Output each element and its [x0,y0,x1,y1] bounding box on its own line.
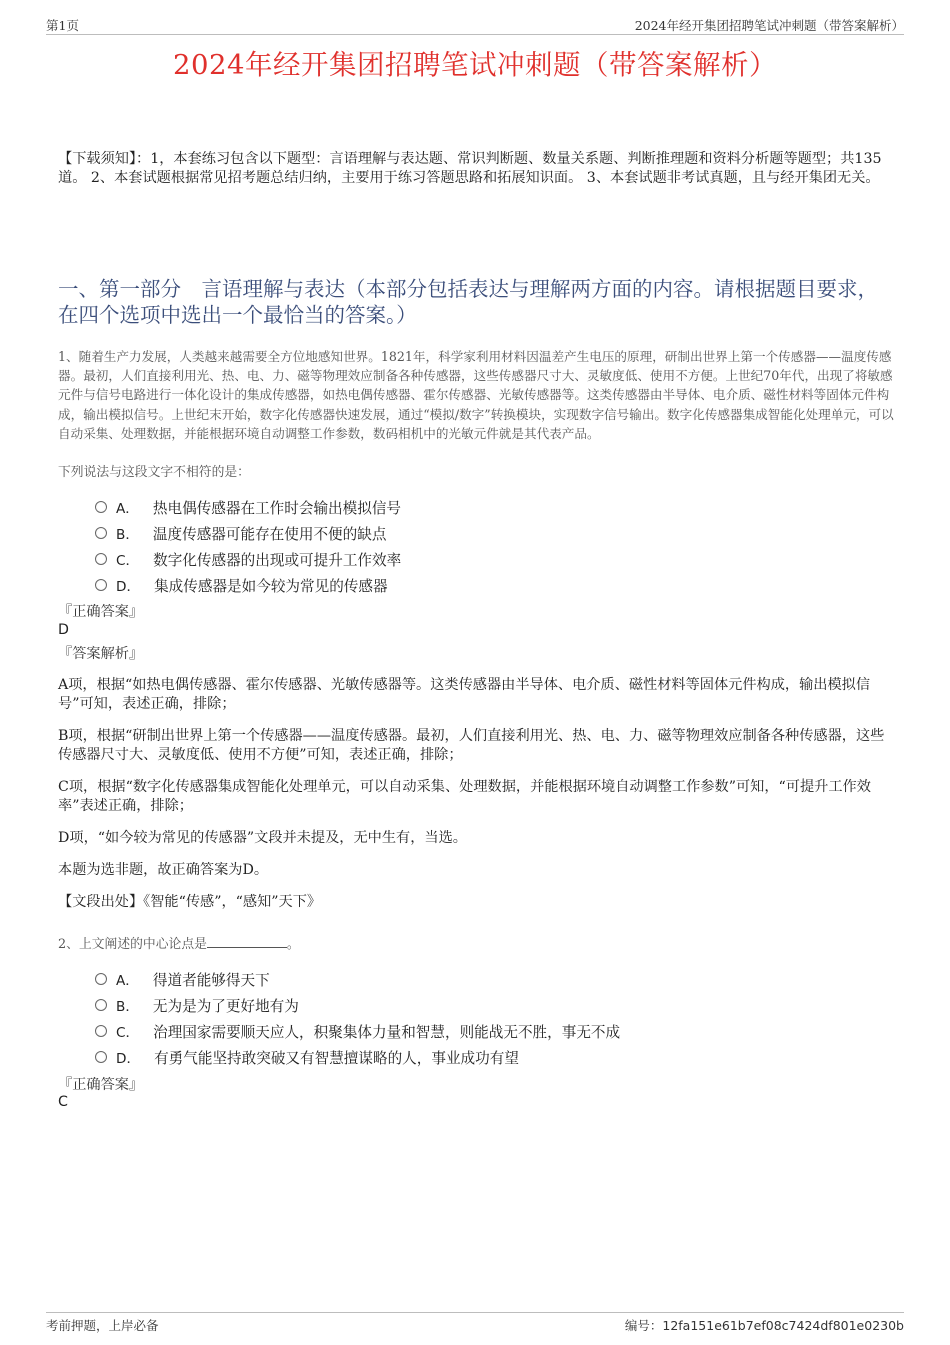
page-header [46,14,904,35]
footer-slogan: 考前押题，上岸必备 [46,1318,159,1333]
question-2-options [95,966,895,1070]
question-2-option-c[interactable]: C． 治理国家需要顺天应人，积聚集体力量和智慧，则能战无不胜，事无不成 [95,1018,895,1044]
question-1-option-a[interactable]: A． 热电偶传感器在工作时会输出模拟信号 [95,494,895,520]
question-2-option-a[interactable]: A． 得道者能够得天下 [95,966,895,992]
footer-code: 编号：12fa151e61b7ef08c7424df801e0230b [624,1318,904,1333]
radio-button[interactable] [95,999,107,1011]
question-1-analysis-label: 『答案解析』 [58,646,144,662]
radio-button[interactable] [95,973,107,985]
question-1-prompt: 下列说法与这段文字不相符的是： [58,465,250,480]
section-title: 一、第一部分 言语理解与表达（本部分包括表达与理解两方面的内容。请根据题目要求，在四个选项中选出一个最恰当的答案。） [58,277,878,327]
analysis-paragraph: D项，“如今较为常见的传感器”文段并未提及，无中生有，当选。 [58,830,467,846]
download-notice: 【下载须知】：1，本套练习包含以下题型：言语理解与表达题、常识判断题、数量关系题、判断推理题和资料分析题等题型；共135道。 2、本套试题根据常见招考题总结归纳，主要用于练习答题思路和拓展知识面。 3、本套试题非考试真题，且与经开集团无关。 [58,151,882,186]
question-2-prompt: 2、上文阐述的中心论点是 。 [58,937,300,952]
question-2-option-d[interactable]: D． 有勇气能坚持敢突破又有智慧擅谋略的人，事业成功有望 [95,1044,895,1070]
radio-button[interactable] [95,579,107,591]
question-1-option-c[interactable]: C． 数字化传感器的出现或可提升工作效率 [95,546,895,572]
question-1-options [95,494,895,598]
question-1-answer: D [58,622,69,638]
question-1-answer-label: 『正确答案』 [58,604,144,620]
radio-button[interactable] [95,501,107,513]
answer-blank [207,935,287,948]
question-2-answer: C [58,1094,68,1110]
page-number-label: 第1页 [46,18,79,33]
radio-button[interactable] [95,1025,107,1037]
question-1-option-b[interactable]: B． 温度传感器可能存在使用不便的缺点 [95,520,895,546]
question-2-option-b[interactable]: B． 无为是为了更好地有为 [95,992,895,1018]
radio-button[interactable] [95,553,107,565]
document-title: 2024年经开集团招聘笔试冲刺题（带答案解析） [173,49,777,81]
analysis-paragraph: 本题为选非题，故正确答案为D。 [58,862,269,878]
radio-button[interactable] [95,527,107,539]
analysis-paragraph: C项，根据“数字化传感器集成智能化处理单元，可以自动采集、处理数据，并能根据环境自动调整工作参数”可知，“可提升工作效率”表述正确，排除； [58,779,871,814]
passage-source: 【文段出处】《智能“传感”，“感知”天下》 [58,894,322,910]
analysis-paragraph: B项，根据“研制出世界上第一个传感器——温度传感器。最初，人们直接利用光、热、电、力、磁等物理效应制备各种传感器，这些传感器尺寸大、灵敏度低、使用不方便”可知，表述正确，排除； [58,728,885,763]
page-footer [46,1312,904,1337]
analysis-paragraph: A项，根据“如热电偶传感器、霍尔传感器、光敏传感器等。这类传感器由半导体、电介质、磁性材料等固体元件构成，输出模拟信号”可知，表述正确，排除； [58,677,871,712]
radio-button[interactable] [95,1051,107,1063]
question-2-answer-label: 『正确答案』 [58,1077,144,1093]
question-1-passage: 1、随着生产力发展，人类越来越需要全方位地感知世界。1821年，科学家利用材料因温差产生电压的原理，研制出世界上第一个传感器——温度传感器。最初，人们直接利用光、热、电、力、磁等物理效应制备各种传感器，这些传感器尺寸大、灵敏度低、使用不方便。上世纪70年代，出现了将敏感元件与信号电路进行一体化设计的集成传感器，如热电偶传感器、霍尔传感器、光敏传感器等。这类传感器由半导体、电介质、磁性材料等固体元件构成，输出模拟信号。上世纪末开始，数字化传感器快速发展，通过“模拟/数字”转换模块，实现数字信号输出。数字化传感器集成智能化处理单元，可以自动采集、处理数据，并能根据环境自动调整工作参数，数码相机中的光敏元件就是其代表产品。 [58,349,894,441]
question-1-option-d[interactable]: D． 集成传感器是如今较为常见的传感器 [95,572,895,598]
header-doc-title: 2024年经开集团招聘笔试冲刺题（带答案解析） [634,18,904,33]
question-1-analysis [58,676,894,925]
